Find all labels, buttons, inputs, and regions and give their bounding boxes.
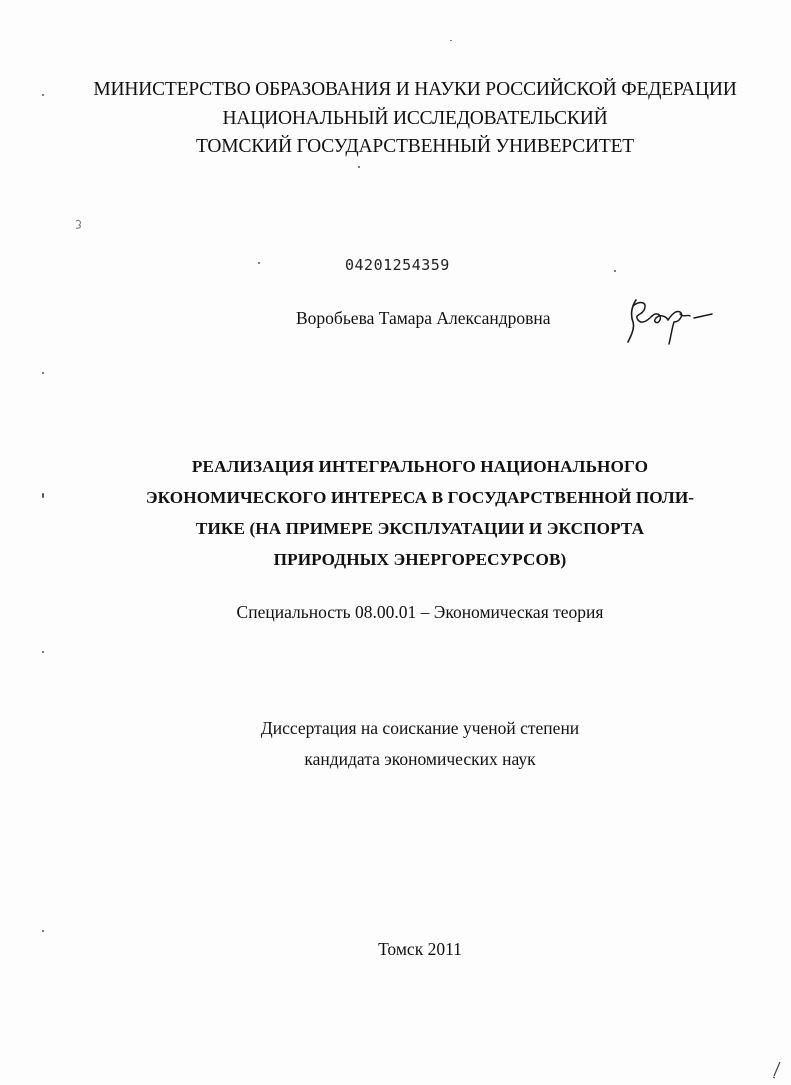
- scan-speck: [42, 493, 44, 498]
- scan-mark: [74, 218, 84, 230]
- ministry-header: [40, 76, 790, 162]
- university-name-line: ТОМСКИЙ ГОСУДАРСТВЕННЫЙ УНИВЕРСИТЕТ: [195, 136, 635, 157]
- scan-speck: [450, 40, 452, 41]
- scan-speck: [42, 94, 44, 96]
- university-type-line: НАЦИОНАЛЬНЫЙ ИССЛЕДОВАТЕЛЬСКИЙ: [222, 107, 608, 129]
- title-line: ПРИРОДНЫХ ЭНЕРГОРЕСУРСОВ): [273, 550, 567, 569]
- scan-speck: [614, 270, 616, 272]
- scan-speck: [358, 166, 360, 168]
- dissertation-title: [100, 451, 740, 575]
- degree-line: Диссертация на соискание ученой степени: [260, 718, 580, 738]
- scan-speck: [42, 372, 44, 374]
- scan-speck: [42, 930, 44, 932]
- title-line: ТИКЕ (НА ПРИМЕРЕ ЭКСПЛУАТАЦИИ И ЭКСПОРТА: [195, 519, 645, 538]
- scan-speck: [42, 651, 44, 653]
- scan-speck: [258, 262, 260, 264]
- title-line: ЭКОНОМИЧЕСКОГО ИНТЕРЕСА В ГОСУДАРСТВЕННОЙ ПОЛИ-: [145, 488, 695, 507]
- signature-icon: [622, 292, 714, 348]
- degree-line: кандидата экономических наук: [304, 749, 536, 769]
- scan-mark: [770, 1060, 782, 1080]
- degree-statement: [0, 713, 791, 775]
- ministry-line: МИНИСТЕРСТВО ОБРАЗОВАНИЯ И НАУКИ РОССИЙСКОЙ ФЕДЕРАЦИИ: [93, 79, 737, 100]
- author-name: Воробьева Тамара Александровна: [296, 308, 551, 328]
- specialty-line: Специальность 08.00.01 – Экономическая теория: [236, 602, 604, 622]
- title-line: РЕАЛИЗАЦИЯ ИНТЕГРАЛЬНОГО НАЦИОНАЛЬНОГО: [191, 457, 649, 476]
- document-number: 04201254359: [345, 256, 450, 274]
- city-year: Томск 2011: [378, 939, 462, 959]
